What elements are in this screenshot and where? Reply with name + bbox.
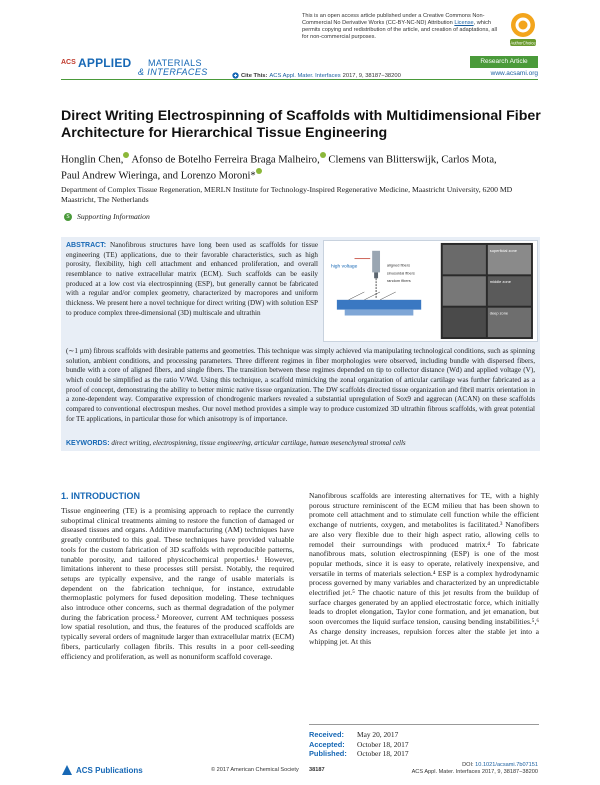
- journal-logo: [61, 56, 231, 78]
- affiliation: Department of Complex Tissue Regeneration, MERLN Institute for Technology-Inspired Regenerative Medicine, Maastricht University, 6200 MD Maastricht, The Netherlands: [61, 185, 513, 204]
- toc-label-b: sinusoidal fibers: [386, 270, 415, 276]
- middle-zone-label: middle zone: [489, 279, 511, 285]
- accepted-date: October 18, 2017: [357, 739, 409, 749]
- abstract-text: [66, 241, 318, 318]
- keywords-label: KEYWORDS:: [66, 440, 110, 447]
- license-line-3: redistribution of the article, and creation of adaptations, all for non-commercial purposes.: [302, 27, 497, 40]
- publication-dates: [309, 724, 539, 759]
- intro-column-right: Nanofibrous scaffolds are interesting alternatives for TE, with a highly porous structure reminiscent of the ECM milieu that has been shown to promote cell attachment and to stimulate cell function while the efficient exchange of nutrients, oxygen, and metabolites is facilitated.³ Nanofibers are also very flexible due to their high aspect ratio, allowing cells to remodel their surroundings with produced matrix.⁴ To fabricate nanofibrous mats, solution electrospinning (ESP) is one of the most popular methods, since it is easy to operate, relatively inexpensive, and versatile in terms of materials selection.⁴ ESP is a complex hydrodynamic process governed by many variables and characterized by an unpredictable electrified jet.⁵ The chaotic nature of this jet results from the buildup of surface charges generated by an applied electrostatic force, which initially leads to droplet elongation, Taylor cone formation, and jet emanation, but soon overcomes the liquid surface tension, causing bending instabilities.⁵,⁶ As charge density increases, repulsion forces alter the stable jet into a whipping jet. At this: [309, 491, 539, 646]
- journal-materials: MATERIALS: [148, 58, 202, 68]
- toc-label-a: aligned fibers: [386, 262, 411, 268]
- acs-publications-logo[interactable]: [61, 764, 143, 776]
- license-line-2-post: , which permits copying and: [302, 20, 492, 33]
- high-voltage-label: high voltage: [330, 264, 358, 270]
- published-date: October 18, 2017: [357, 749, 409, 759]
- cite-journal[interactable]: ACS Appl. Mater. Interfaces: [269, 72, 341, 79]
- acs-logo-icon: [61, 764, 73, 776]
- toc-label-c: random fibers: [386, 278, 411, 284]
- page-number: 38187: [309, 767, 325, 773]
- micrograph-5: [443, 308, 486, 337]
- syringe-icon: [372, 251, 380, 273]
- cite-this[interactable]: [232, 72, 401, 79]
- author-chen: Honglin Chen,: [61, 154, 124, 166]
- article-title: Direct Writing Electrospinning of Scaffolds with Multidimensional Fiber Architecture for Hierarchical Tissue Engineering: [61, 108, 541, 141]
- badge-label: AuthorChoice: [510, 40, 536, 46]
- journal-applied: APPLIED: [78, 56, 132, 70]
- journal-acs: ACS: [61, 59, 76, 66]
- header-divider: [61, 79, 538, 80]
- needle-icon: [374, 272, 378, 278]
- license-line-2: Derivative Works (CC-BY-NC-ND) Attribution: [342, 20, 455, 26]
- license-line-1: This is an open access article published under a Creative Commons Non-Commercial No: [302, 13, 485, 26]
- abstract-part-1: Nanofibrous structures have long been used as scaffolds for tissue engineering (TE) applications, due to their favorable characteristics, such as high porosity, flexibility, high cell attachment and enhanced proliferation, and overall resemblance to native extracellular matrix (ECM). Such scaffolds can be easily produced at a low cost via electrospinning (ESP), but generally cannot be fabricated with a regular and/or complex geometry, characterized by macropores and uniform thickness. We present here a novel technique for direct writing (DW) with solution ESP to produce complex three-dimensional (3D) multiscale and ultrathin: [66, 241, 319, 317]
- abstract-text-continued: (∼1 μm) fibrous scaffolds with desirable patterns and geometries. This technique was simply achieved via manipulating technological conditions, such as spinning solution, ambient conditions, and processing parameters. Three different regimes in fiber morphologies were observed, including bundle with dispersed fibers, bundle with a core of aligned fibers, and single fibers. The transition between these regimes depended on tip to collector distance (Wd) and applied voltage (V), which could be simplified as the ratio V/Wd. Using this technique, a scaffold mimicking the zonal organization of articular cartilage was further fabricated as a proof of concept, demonstrating the ability to better mimic native tissue organization. The DW scaffolds directed tissue organization and fibril matrix orientation in a zone-dependent way. Comparative expression of chondrogenic markers revealed a substantial upregulation of Sox9 and aggrecan (ACAN) on these scaffolds compared to conventional electrospun meshes. Our novel method provides a simple way to produce customized 3D ultrathin fibrous scaffolds, with great potential for TE applications, in particular those for which anisotropy is of importance.: [66, 347, 535, 423]
- doi-block: [412, 762, 538, 776]
- keywords: [66, 439, 535, 447]
- author-choice-badge-icon: [508, 12, 538, 48]
- accepted-label: Accepted:: [309, 739, 345, 749]
- cite-icon: [232, 72, 239, 79]
- superficial-zone-label: superficial zone: [489, 247, 517, 253]
- keywords-text: direct writing, electrospinning, tissue engineering, articular cartilage, human mesenchymal stromal cells: [111, 439, 406, 447]
- toc-graphic: [323, 240, 538, 342]
- acs-publications-label: ACS Publications: [76, 765, 143, 775]
- deep-zone-label: deep zone: [489, 310, 509, 316]
- footer-citation: ACS Appl. Mater. Interfaces 2017, 9, 38187−38200: [411, 769, 538, 775]
- journal-url[interactable]: www.acsami.org: [490, 70, 538, 77]
- license-notice: [302, 13, 502, 41]
- abstract-label: ABSTRACT:: [66, 242, 107, 249]
- published-label: Published:: [309, 749, 347, 759]
- section-heading-introduction: 1. INTRODUCTION: [61, 491, 141, 501]
- supporting-info-label: Supporting Information: [77, 212, 150, 221]
- cite-label: Cite This:: [241, 72, 268, 79]
- cite-ref: 2017, 9, 38187−38200: [342, 72, 401, 79]
- micrograph-3: [443, 276, 486, 305]
- orcid-icon[interactable]: [256, 168, 262, 174]
- author-malheiro: Afonso de Botelho Ferreira Braga Malheiro,: [129, 154, 320, 166]
- supporting-info-icon: S: [64, 213, 72, 221]
- received-label: Received:: [309, 730, 344, 739]
- page-footer: [61, 762, 538, 778]
- journal-interfaces: & INTERFACES: [138, 67, 208, 77]
- collector-stage: [337, 300, 421, 310]
- micrograph-1: [443, 245, 486, 274]
- license-link[interactable]: License: [454, 20, 474, 26]
- collector-base: [345, 310, 414, 316]
- author-others: Clemens van Blitterswijk, Carlos Mota,: [325, 154, 497, 166]
- article-type-badge: Research Article: [470, 56, 538, 68]
- author-line-2: Paul Andrew Wieringa, and Lorenzo Moroni*: [61, 170, 256, 182]
- intro-column-left: Tissue engineering (TE) is a promising approach to replace the currently suboptimal clinical treatments aiming to restore the function of damaged or diseased tissues and organs. Additive manufacturing (AM) techniques have greatly contributed to this goal. These techniques have provided valuable tools for the custom fabrication of 3D scaffolds with reproducible patterns, tunable porosity, and tailored physicochemical properties.¹ However, limitations inherent to these processes still persist. Notably, the required setups are typically expensive, and the range of usable materials is dependent on the fabrication technique, for instance, extrudable thermoplastic polymers for fused deposition modeling. These techniques also introduce other concerns, such as thermal degradation of the polymer during the fabrication process.² Moreover, current AM techniques possess low spatial resolution, and thus, the features of the produced scaffolds are typically several orders of magnitude larger than extracellular matrix (ECM) fibers, particularly collagen fibrils. This results in a poor cell-seeding efficiency and proliferation, as well as nonuniform scaffold coverage.: [61, 506, 294, 661]
- copyright: © 2017 American Chemical Society: [211, 767, 299, 773]
- doi-link[interactable]: 10.1021/acsami.7b07151: [475, 762, 538, 768]
- supporting-information-link[interactable]: [64, 212, 150, 221]
- received-date: May 20, 2017: [357, 730, 399, 739]
- author-list: [61, 152, 541, 183]
- doi-label: DOI:: [462, 762, 474, 768]
